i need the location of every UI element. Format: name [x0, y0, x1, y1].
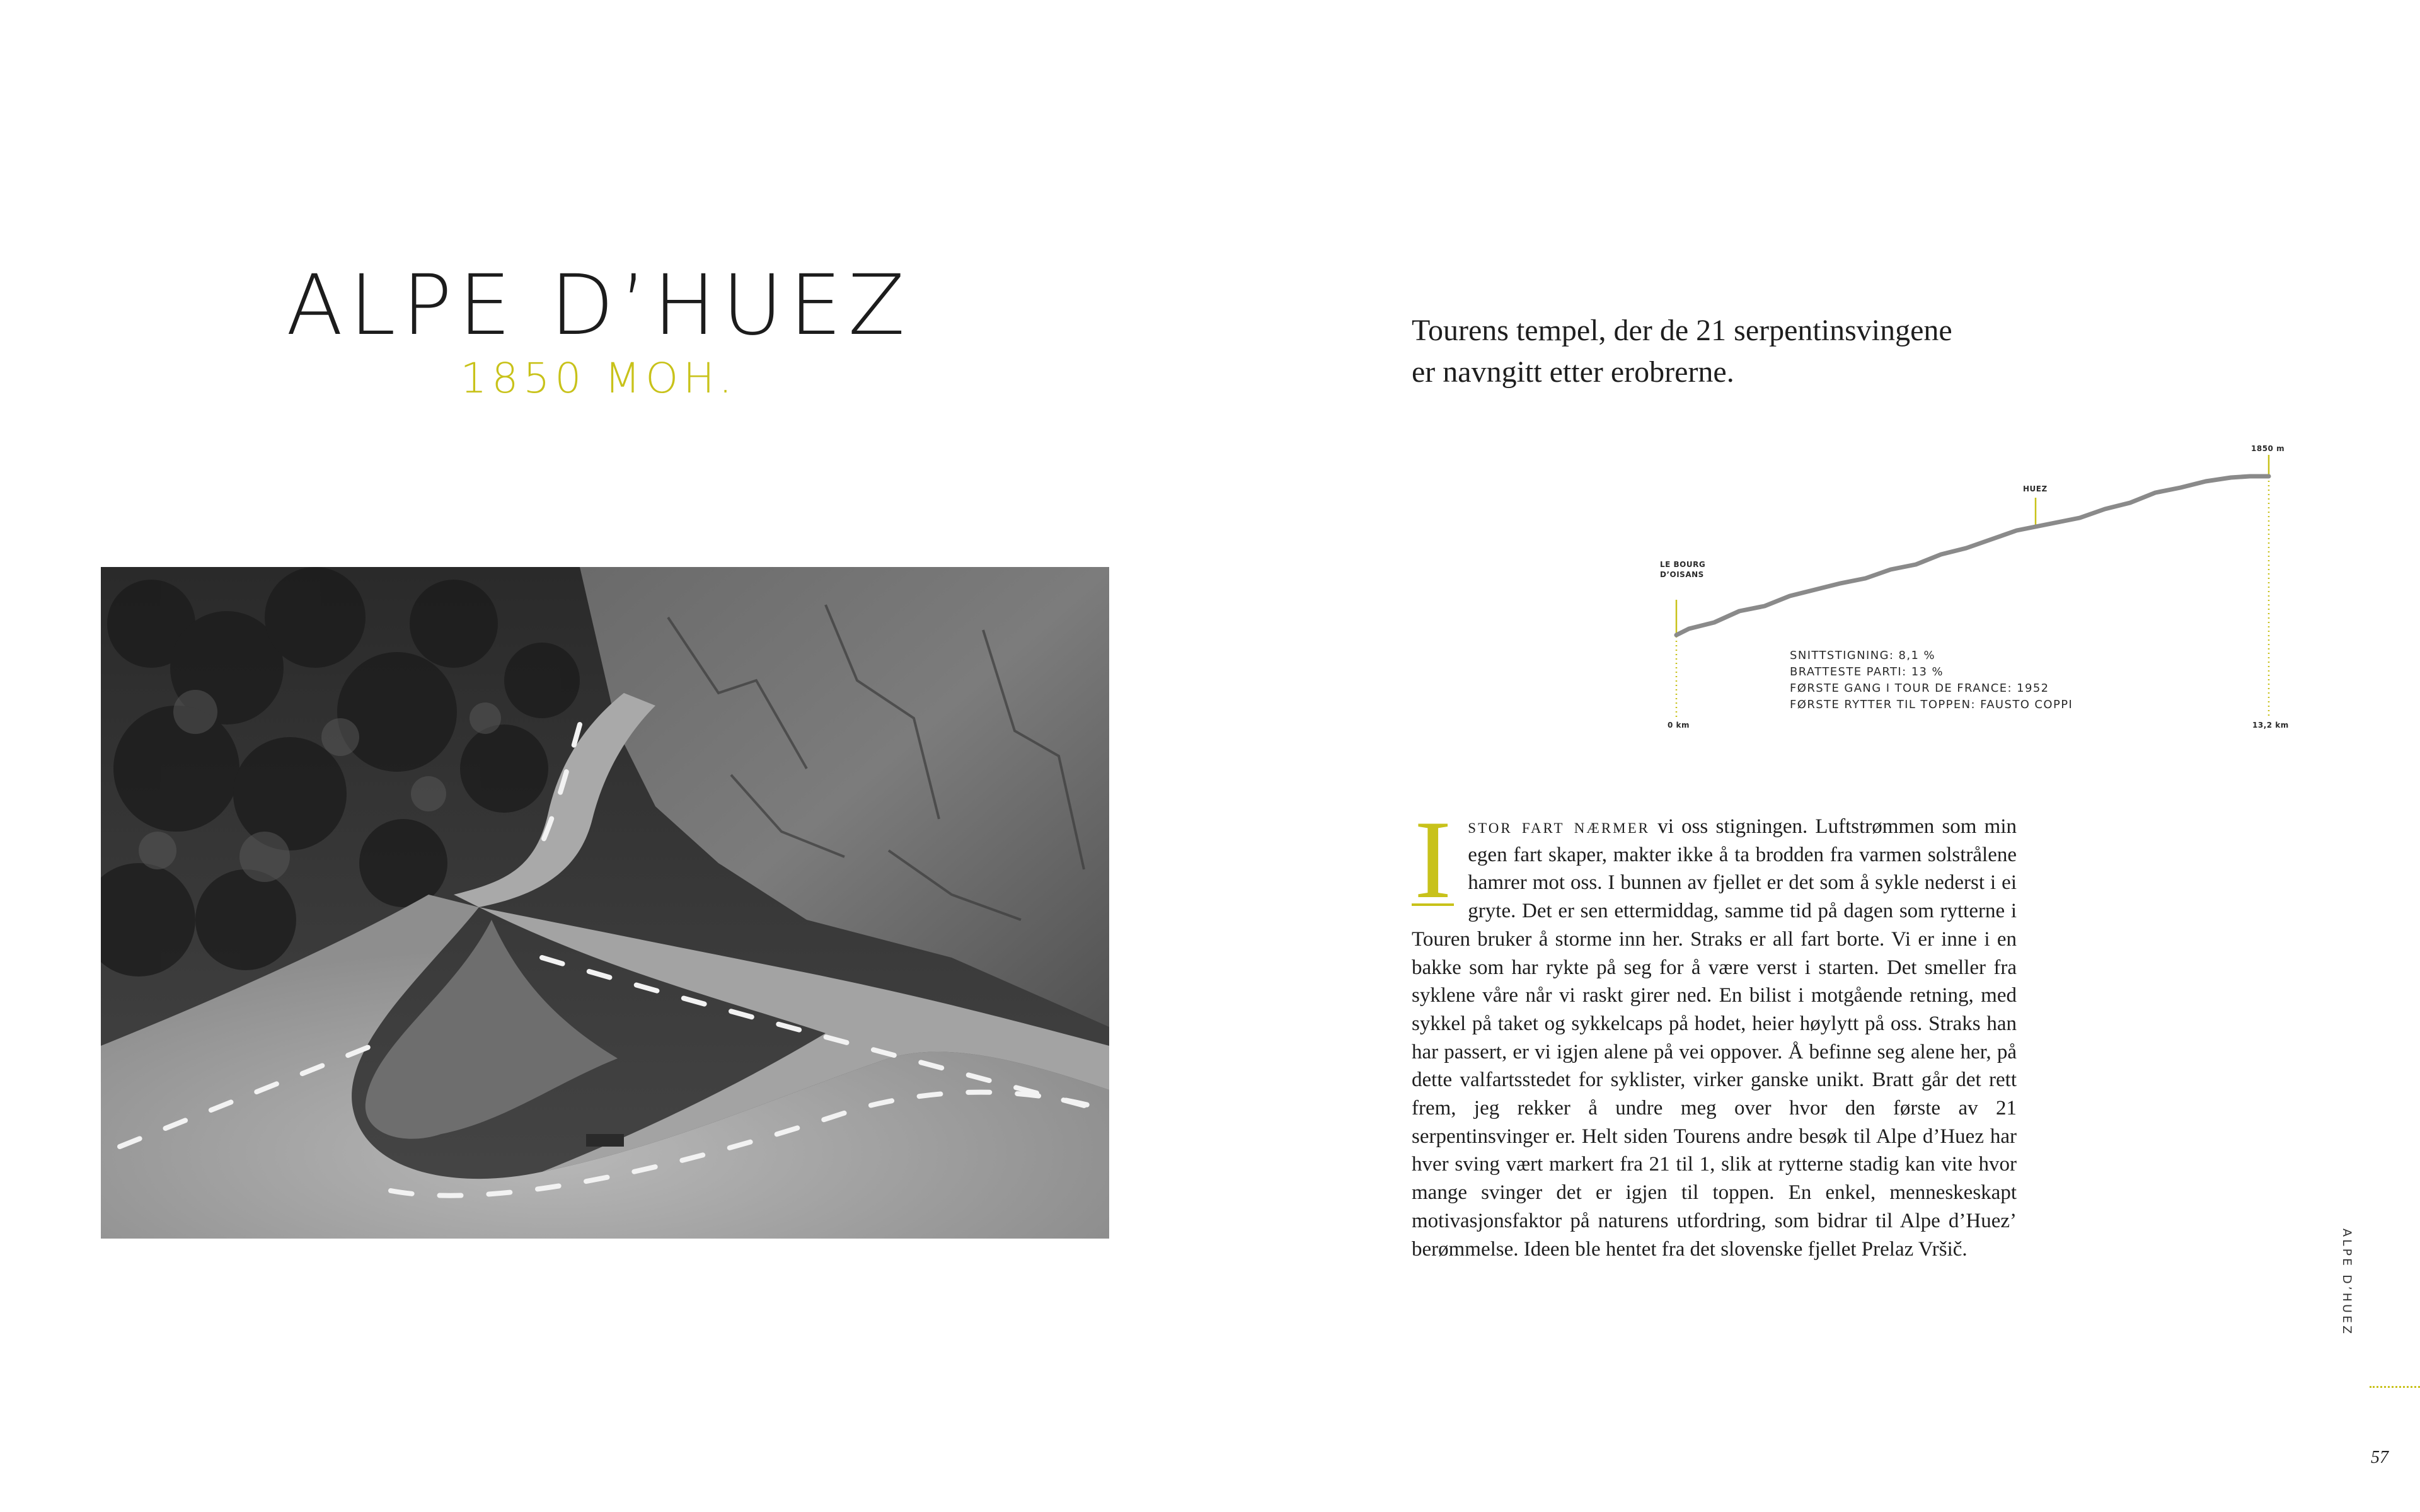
altitude-subtitle: 1850 MOH. — [460, 354, 737, 403]
stat-first-tour: FØRSTE GANG I TOUR DE FRANCE: 1952 — [1790, 682, 2049, 695]
lead-in-smallcaps: stor fart nærmer — [1468, 815, 1651, 838]
hairpin-road-photo — [101, 567, 1109, 1239]
end-km-label: 13,2 km — [2252, 721, 2289, 730]
start-label-line-2: D’OISANS — [1660, 570, 1704, 579]
profile-line — [1676, 476, 2269, 635]
stat-first-rider: FØRSTE RYTTER TIL TOPPEN: FAUSTO COPPI — [1790, 698, 2073, 711]
lede-line-2: er navngitt etter erobrerne. — [1412, 355, 1734, 389]
stat-average-gradient: SNITTSTIGNING: 8,1 % — [1790, 649, 1935, 662]
drop-cap: I — [1412, 815, 1454, 906]
side-dotted-rule — [2370, 1386, 2420, 1388]
lede-line-1: Tourens tempel, der de 21 serpentinsvingene — [1412, 314, 1952, 347]
start-label-line-1: LE BOURG — [1660, 560, 1706, 569]
article-body — [1412, 797, 2017, 1263]
huez-label: HUEZ — [2023, 484, 2048, 493]
running-section-label: ALPE D’HUEZ — [2340, 1228, 2354, 1336]
stat-steepest-part: BRATTESTE PARTI: 13 % — [1790, 665, 1944, 679]
start-km-label: 0 km — [1668, 721, 1690, 730]
lede-text — [1412, 310, 2218, 393]
article-text: vi oss stigningen. Luftstrømmen som min egen fart skaper, makter ikke å ta brodden fra varmen solstrålene hamrer mot oss. I bunnen av fjellet er det som å sykle nederst i ei gryte. Det er sen ettermiddag, samme tid på dagen som rytterne i Touren bruker å storme inn her. Straks er all fart borte. Vi er inne i en bakke som har rykte på seg for å være verst i starten. Det smeller fra syklene våre når vi raskt girer ned. En bilist i motgående retning, med sykkel på taket og sykkelcaps på hodet, heier høylytt på oss. Straks han har passert, er vi igjen alene på vei oppover. Å befinne seg alene her, på dette valfartsstedet for syklister, virker ganske unikt. Bratt går det rett frem, jeg rekker å undre meg over hvor den første av 21 serpentinsvinger er. Helt siden Tourens andre besøk til Alpe d’Huez har hver sving vært markert fra 21 til 1, slik at rytterne stadig kan vite hvor mange svinger det er igjen til toppen. En enkel, menneskeskapt motivasjonsfaktor på naturens utfordring, som bidrar til Alpe d’Huez’ berømmelse. Ideen ble hentet fra det slovenske fjellet Prelaz Vršič. — [1412, 815, 2017, 1261]
page-title: ALPE D’HUEZ — [285, 257, 912, 354]
elevation-profile — [1613, 428, 2319, 756]
page-number: 57 — [2371, 1448, 2388, 1467]
summit-label: 1850 m — [2251, 444, 2285, 453]
